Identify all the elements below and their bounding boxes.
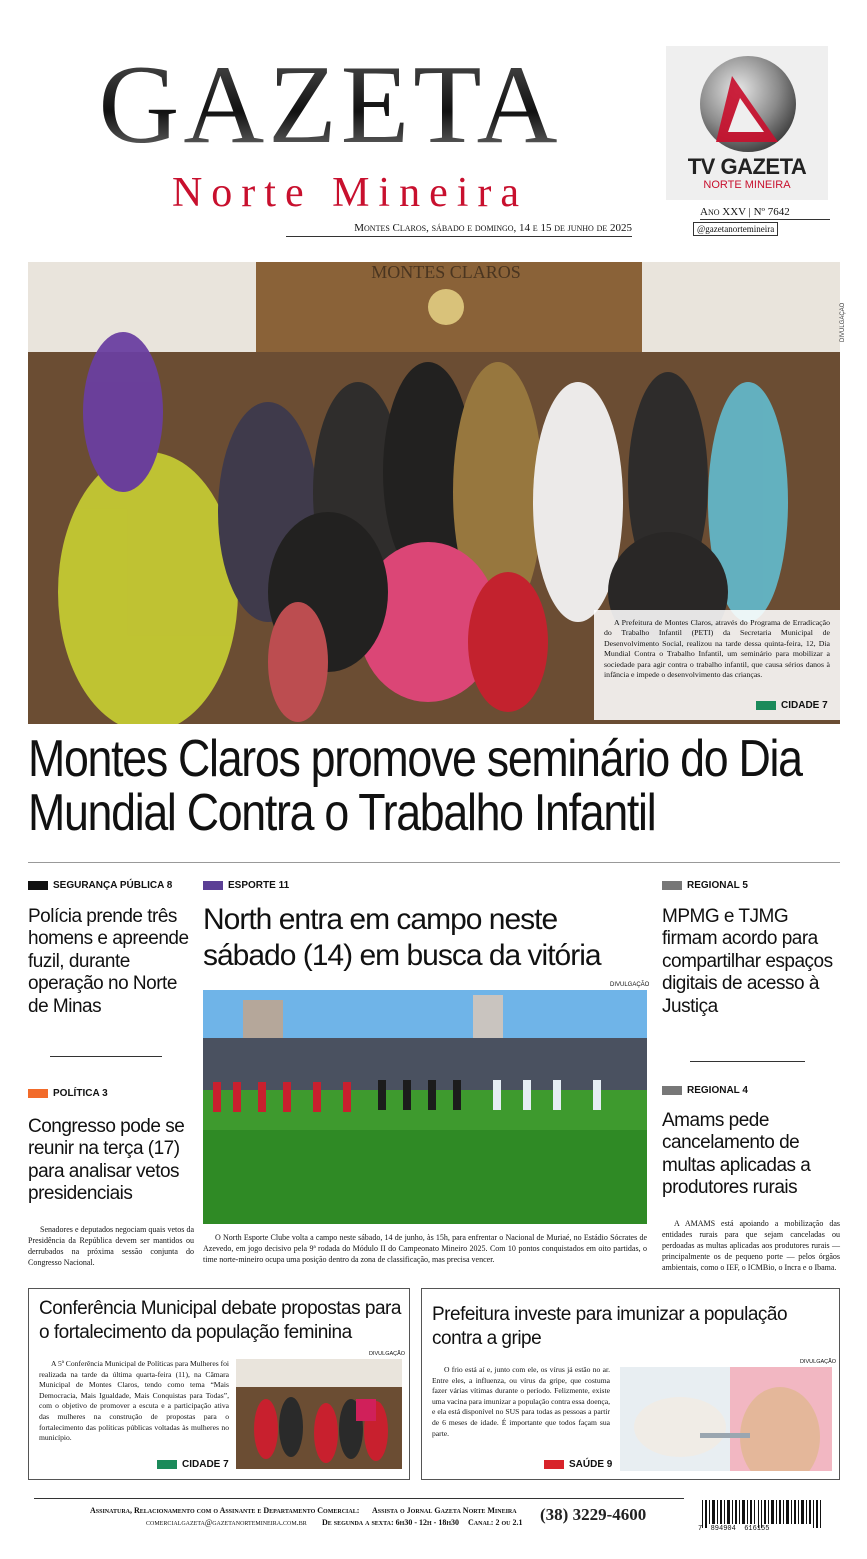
box-headline-conference[interactable]: Conferência Municipal debate propostas para o fortalecimento da população feminina: [39, 1298, 401, 1343]
footer-subscription: Assinatura, Relacionamento com o Assinante e Departamento Comercial:: [90, 1506, 360, 1515]
barcode-digits: 7 894904 616155: [698, 1525, 770, 1533]
story-body-congress: Senadores e deputados negociam quais vetos da Presidência da República devem ser mantidos ou derrubados na próxima sessão conjunta do Congresso Nacional.: [28, 1225, 194, 1267]
lead-section-label[interactable]: CIDADE 7: [781, 700, 828, 711]
divider: [50, 1056, 162, 1057]
footer-rule: [34, 1498, 684, 1499]
date-line: Montes Claros, sábado e domingo, 14 e 15 de junho de 2025: [286, 222, 632, 237]
section-label[interactable]: REGIONAL 5: [687, 880, 748, 891]
section-label[interactable]: SAÚDE 9: [569, 1459, 613, 1470]
section-swatch: [756, 701, 776, 710]
section-label[interactable]: ESPORTE 11: [228, 880, 290, 891]
box-headline-flu[interactable]: Prefeitura investe para imunizar a população contra a gripe: [432, 1304, 788, 1349]
section-tag-politics: [28, 1088, 108, 1099]
story-headline-police[interactable]: Polícia prende três homens e apreende fuzil, durante operação no Norte de Minas: [28, 906, 189, 1017]
story-headline-amams[interactable]: Amams pede cancelamento de multas aplicadas a produtores rurais: [662, 1110, 811, 1199]
footer-email[interactable]: comercialgazeta@gazetanortemineira.com.br: [146, 1518, 307, 1527]
section-tag-sport: [203, 880, 289, 891]
lead-headline[interactable]: Montes Claros promove seminário do Dia Mundial Contra o Trabalho Infantil: [28, 730, 802, 842]
divider: [28, 862, 840, 863]
section-tag-regional5: [662, 880, 748, 891]
story-headline-congress[interactable]: Congresso pode se reunir na terça (17) para analisar vetos presidenciais: [28, 1116, 185, 1205]
tv-brand: TV GAZETA: [687, 154, 807, 179]
section-tag-security: [28, 880, 172, 891]
section-tag-regional4: [662, 1085, 748, 1096]
barcode: [698, 1500, 830, 1534]
story-headline-mpmg[interactable]: MPMG e TJMG firmam acordo para compartilhar espaços digitais de acesso à Justiça: [662, 906, 833, 1017]
section-label[interactable]: POLÍTICA 3: [53, 1088, 108, 1099]
story-headline-north[interactable]: North entra em campo neste sábado (14) em busca da vitória: [203, 903, 601, 972]
lead-photo-credit: DIVULGAÇÃO: [840, 302, 846, 342]
sport-photo-credit: DIVULGAÇÃO: [610, 982, 650, 988]
box-section-tag: [544, 1459, 612, 1470]
section-label[interactable]: SEGURANÇA PÚBLICA 8: [53, 880, 173, 891]
box-flu: [421, 1288, 840, 1480]
instagram-handle: @gazetanortemineira: [693, 222, 778, 236]
footer-channel: Canal: 2 ou 2.1: [468, 1518, 523, 1527]
box-photo-credit: DIVULGAÇÃO: [369, 1351, 406, 1357]
footer-watch: Assista o Jornal Gazeta Norte Mineira: [372, 1506, 517, 1515]
box-conference: [28, 1288, 410, 1480]
story-body-amams: A AMAMS está apoiando a mobilização das entidades rurais para que sejam canceladas ou perdoadas as multas aplicadas aos produtores rurais — principalmente os de pequeno porte — pelos órgãos ambientais, como o IEF, o ICMBio, o Incra e o Ibama.: [662, 1219, 840, 1272]
box-section-tag: [157, 1459, 229, 1470]
sport-photo: [203, 990, 647, 1224]
photo-sign-text: MONTES CLAROS: [371, 262, 521, 282]
box-body-flu: O frio está aí e, junto com ele, os vírus já estão no ar. Entre eles, a influenza, ou vírus da gripe, que costuma fazer várias vítimas durante o período. Felizmente, existe uma vacina para imunizar a população contra essa doença, e ela está disponível no SUS para todas as pessoas a partir de 6 meses de idade. É importante que todos façam sua parte.: [432, 1365, 610, 1438]
section-label[interactable]: CIDADE 7: [182, 1459, 229, 1470]
tv-sub: NORTE MINEIRA: [703, 179, 791, 191]
tv-gazeta-logo: [666, 46, 828, 200]
lead-section-tag: [756, 700, 828, 711]
divider: [690, 1061, 805, 1062]
section-label[interactable]: REGIONAL 4: [687, 1085, 748, 1096]
lead-caption-text: A Prefeitura de Montes Claros, através do Programa de Erradicação do Trabalho Infantil (PETI) da Secretaria Municipal de Desenvolvimento Social, realizou na tarde dessa quinta-feira, 12, Dia Mundial Contra o Trabalho Infantil, um seminário para mobilizar a sociedade para agir contra o trabalho infantil, que causa sérios danos à infância e impede o desenvolvimento das crianças.: [604, 618, 830, 680]
box-photo-conference: [236, 1359, 402, 1469]
box-photo-flu: [620, 1367, 832, 1471]
masthead-title: GAZETA: [40, 40, 620, 170]
footer-phone[interactable]: (38) 3229-4600: [540, 1505, 647, 1524]
story-body-north: O North Esporte Clube volta a campo neste sábado, 14 de junho, às 15h, para enfrentar o Nacional de Muriaé, no Estádio Sócrates de Azevedo, em jogo decisivo pela 9ª rodada do Módulo II do Campeonato Mineiro 2025. Com 10 pontos conquistados em oito partidas, o time norte-mineiro ocupa uma posição dentro da zona de classificação, mas precisa vencer.: [203, 1233, 647, 1264]
box-photo-credit: DIVULGAÇÃO: [800, 1359, 837, 1365]
box-body-conference: A 5ª Conferência Municipal de Políticas para Mulheres foi realizada na tarde da última quarta-feira (11), na Câmara Municipal de Montes Claros, tendo como tema “Mais Democracia, Mais Igualdade, Mais Conquistas para Todas”, com o objetivo de promover a escuta e a participação ativa das mulheres na construção de propostas para o fortalecimento das políticas públicas voltadas às mulheres no município.: [39, 1359, 229, 1443]
edition-number: Ano XXV | Nº 7642: [700, 206, 830, 220]
barcode-icon: [698, 1500, 830, 1528]
masthead-subtitle: Norte Mineira: [171, 170, 529, 216]
footer-hours: De segunda a sexta: 6h30 - 12h - 18h30: [322, 1518, 460, 1527]
